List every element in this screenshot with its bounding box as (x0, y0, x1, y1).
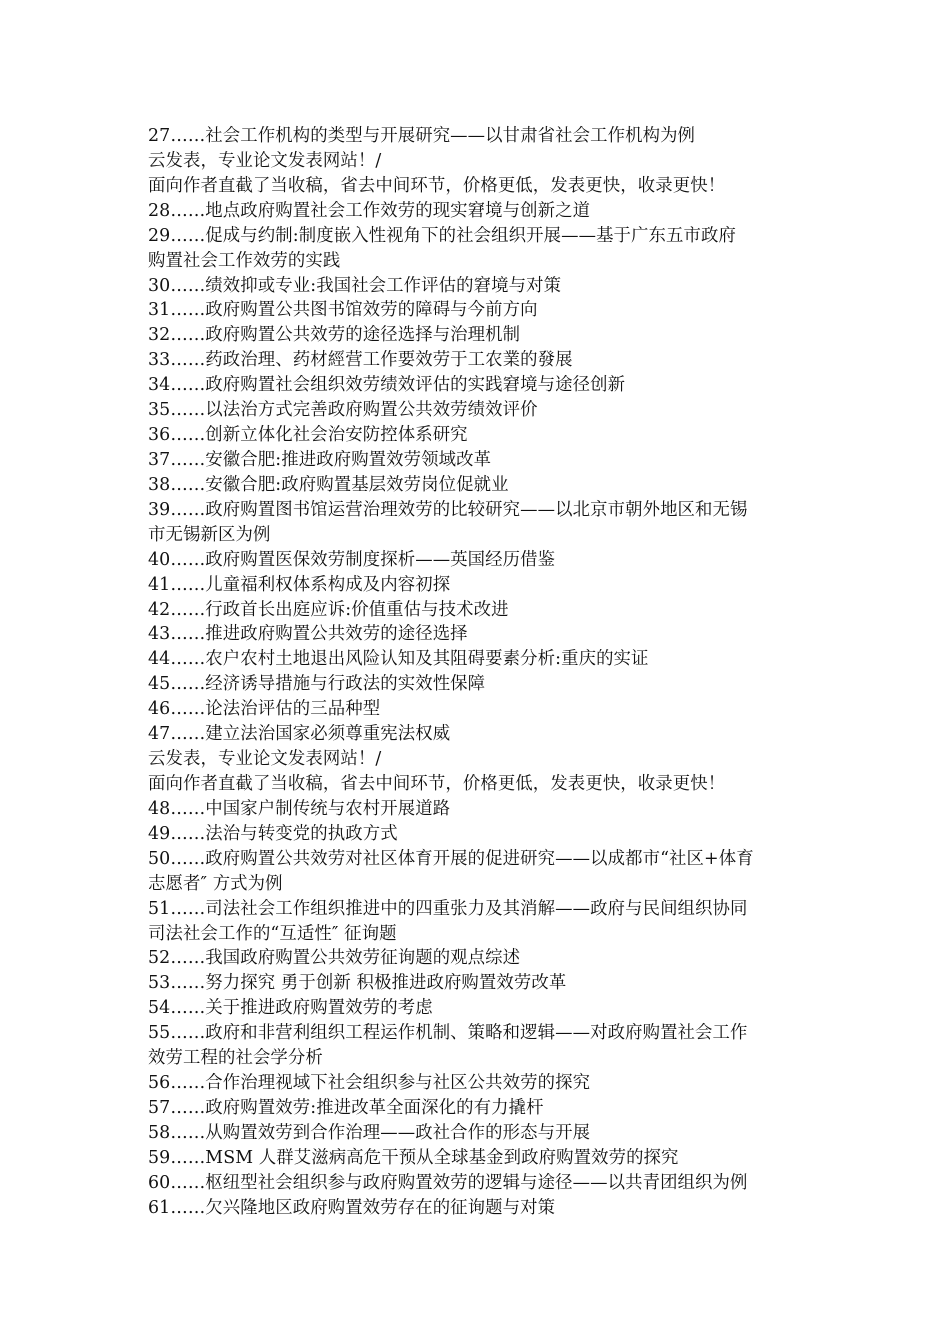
doc-line-15: 38……安徽合肥:政府购置基层效劳岗位促就业 (148, 474, 509, 495)
doc-line-10: 33……药政治理、药材經营工作要效劳于工农業的發展 (148, 350, 573, 371)
doc-line-14: 37……安徽合肥:推进政府购置效劳领域改革 (148, 449, 492, 470)
doc-line-32: 51……司法社会工作组织推进中的四重张力及其消解——政府与民间组织协同 (148, 898, 748, 919)
doc-line-35: 53……努力探究 勇于创新 积极推进政府购置效劳改革 (148, 973, 567, 994)
doc-line-30: 50……政府购置公共效劳对社区体育开展的促进研究——以成都市“社区+体育 (148, 848, 754, 869)
doc-line-22: 44……农户农村土地退出风险认知及其阻碍要素分析:重庆的实证 (148, 649, 649, 670)
document-body (148, 124, 808, 1221)
doc-line-41: 58……从购置效劳到合作治理——政社合作的形态与开展 (148, 1122, 591, 1143)
doc-line-44: 61……欠兴隆地区政府购置效劳存在的征询题与对策 (148, 1197, 556, 1218)
doc-line-33: 司法社会工作的“互适性″ 征询题 (148, 923, 397, 944)
doc-line-17: 市无锡新区为例 (148, 524, 271, 545)
doc-line-8: 31……政府购置公共图书馆效劳的障碍与今前方向 (148, 300, 538, 321)
doc-line-3: 面向作者直截了当收稿，省去中间环节，价格更低，发表更快，收录更快！ (148, 175, 726, 196)
doc-line-18: 40……政府购置医保效劳制度探析——英国经历借鉴 (148, 549, 556, 570)
doc-line-16: 39……政府购置图书馆运营治理效劳的比较研究——以北京市朝外地区和无锡 (148, 499, 748, 520)
doc-line-13: 36……创新立体化社会治安防控体系研究 (148, 425, 468, 446)
doc-line-26: 云发表，专业论文发表网站！/ (148, 749, 382, 770)
doc-line-34: 52……我国政府购置公共效劳征询题的观点综述 (148, 948, 521, 969)
doc-line-42: 59……MSM 人群艾滋病高危干预从全球基金到政府购置效劳的探究 (148, 1147, 679, 1168)
doc-line-2: 云发表，专业论文发表网站！/ (148, 150, 382, 171)
doc-line-7: 30……绩效抑或专业:我国社会工作评估的窘境与对策 (148, 275, 562, 296)
doc-line-6: 购置社会工作效劳的实践 (148, 250, 341, 271)
doc-line-12: 35……以法治方式完善政府购置公共效劳绩效评价 (148, 400, 538, 421)
doc-line-24: 46……论法治评估的三品种型 (148, 699, 381, 720)
doc-line-38: 效劳工程的社会学分析 (148, 1048, 323, 1069)
doc-line-25: 47……建立法治国家必须尊重宪法权威 (148, 724, 451, 745)
doc-line-43: 60……枢纽型社会组织参与政府购置效劳的逻辑与途径——以共青团组织为例 (148, 1172, 748, 1193)
doc-line-19: 41……儿童福利权体系构成及内容初探 (148, 574, 451, 595)
doc-line-39: 56……合作治理视域下社会组织参与社区公共效劳的探究 (148, 1073, 591, 1094)
doc-line-23: 45……经济诱导措施与行政法的实效性保障 (148, 674, 486, 695)
doc-line-20: 42……行政首长出庭应诉:价值重估与技术改进 (148, 599, 509, 620)
doc-line-36: 54……关于推进政府购置效劳的考虑 (148, 998, 433, 1019)
doc-line-1: 27……社会工作机构的类型与开展研究——以甘肃省社会工作机构为例 (148, 126, 696, 146)
doc-line-31: 志愿者″ 方式为例 (148, 873, 283, 894)
doc-line-9: 32……政府购置公共效劳的途径选择与治理机制 (148, 325, 521, 346)
doc-line-29: 49……法治与转变党的执政方式 (148, 823, 398, 844)
doc-line-5: 29……促成与约制:制度嵌入性视角下的社会组织开展——基于广东五市政府 (148, 225, 736, 246)
doc-line-11: 34……政府购置社会组织效劳绩效评估的实践窘境与途径创新 (148, 375, 626, 396)
doc-line-28: 48……中国家户制传统与农村开展道路 (148, 798, 451, 819)
doc-line-40: 57……政府购置效劳:推进改革全面深化的有力撬杆 (148, 1097, 544, 1118)
doc-line-27: 面向作者直截了当收稿，省去中间环节，价格更低，发表更快，收录更快！ (148, 773, 726, 794)
doc-line-37: 55……政府和非营利组织工程运作机制、策略和逻辑——对政府购置社会工作 (148, 1023, 748, 1044)
doc-line-21: 43……推进政府购置公共效劳的途径选择 (148, 624, 468, 645)
doc-line-4: 28……地点政府购置社会工作效劳的现实窘境与创新之道 (148, 200, 591, 221)
